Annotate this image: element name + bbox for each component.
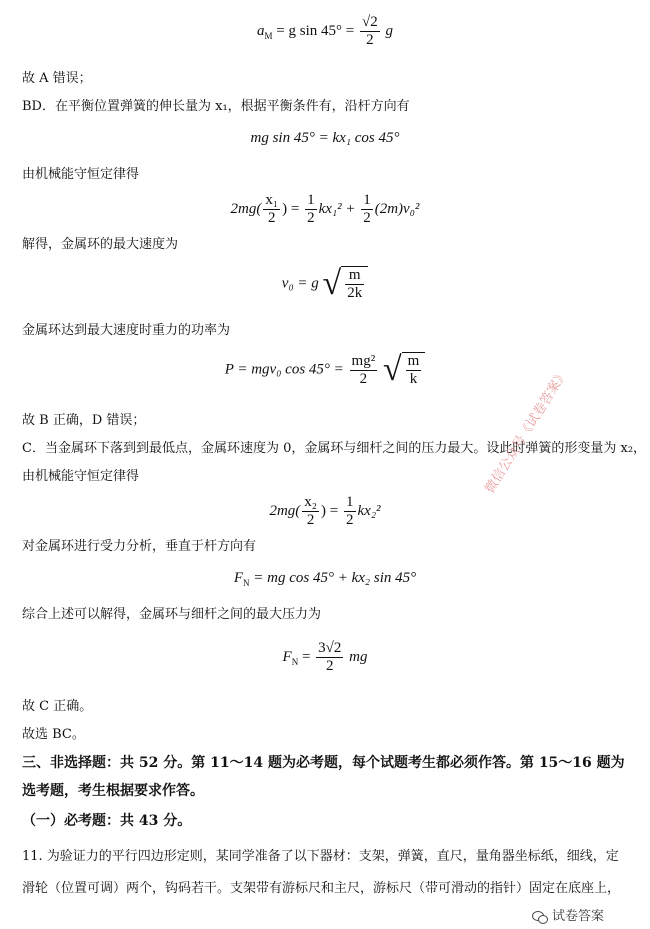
equation-4 [0, 266, 650, 302]
equation-7 [0, 570, 650, 588]
eq8-tail: mg [349, 648, 368, 665]
q11-line-2: 滑轮（位置可调）两个，钩码若干。支架带有游标尺和主尺，游标尺（带可滑动的指针）固定在底座上， [22, 881, 621, 896]
eq4-radical-symbol: √ [322, 265, 342, 302]
eq8-frac [316, 640, 343, 675]
eq3-frac3 [361, 192, 373, 227]
eq7-lhs-var: F [233, 570, 244, 586]
eq1-fraction [360, 14, 380, 49]
equation-2 [0, 130, 650, 147]
eq4-num: m [345, 267, 364, 285]
watermark-text: 微信公众号《试卷答案》 [482, 366, 572, 497]
eq4-lhs: v₀ = g [281, 275, 319, 292]
eq8-num: 3√2 [318, 640, 342, 656]
eq3-frac3-den: 2 [363, 210, 371, 226]
eq7-rhs: = mg cos 45° + kx₂ sin 45° [253, 570, 417, 586]
section-3-line-2: 选考题，考生根据要求作答。 [22, 783, 204, 799]
eq4-den: 2k [347, 285, 363, 301]
eq6-mid: ) = [321, 502, 339, 519]
footer-logo-text: 试卷答案 [552, 909, 605, 924]
eq5-frac [350, 353, 378, 388]
line-b-correct: 故 B 正确，D 错误； [22, 413, 146, 428]
eq6-frac2 [344, 494, 356, 529]
eq3-frac2 [305, 192, 317, 227]
eq3-frac2-den: 2 [307, 210, 315, 226]
eq6-frac2-num: 1 [346, 494, 354, 510]
line-energy-1: 由机械能守恒定律得 [22, 167, 140, 182]
line-force-analysis: 对金属环进行受力分析，垂直于杆方向有 [22, 539, 257, 554]
eq1-tail: g [385, 22, 393, 39]
eq3-mid: ) = [282, 200, 300, 217]
line-energy-2: 由机械能守恒定律得 [22, 469, 140, 484]
eq6-frac1 [302, 494, 319, 529]
eq5-den: 2 [359, 370, 368, 387]
eq3-frac1-den: 2 [267, 210, 276, 226]
eq5-sqrt-num: m [407, 353, 420, 369]
eq3-term2: kx₁² + [318, 200, 356, 217]
eq3-frac1 [263, 192, 280, 227]
line-power-intro: 金属环达到最大速度时重力的功率为 [22, 323, 231, 338]
eq8-lhs-sub: N [291, 656, 299, 667]
line-c-correct: 故 C 正确。 [22, 699, 93, 714]
eq3-term3: (2m)v₀² [374, 200, 420, 217]
eq8-eq: = [301, 648, 311, 665]
line-c-intro: C．当金属环下落到到最低点，金属环速度为 0，金属环与细杆之间的压力最大。设此时弹簧的形变量为 x₂， [22, 441, 647, 456]
footer-logo [532, 905, 604, 924]
eq1-num: √2 [361, 14, 378, 30]
eq6-frac1-num: x₂ [304, 494, 318, 510]
equation-3 [0, 192, 650, 227]
section-required: （一）必考题：共 43 分。 [22, 813, 192, 829]
wechat-icon [532, 910, 548, 924]
eq4-frac [345, 267, 364, 302]
line-solve-v: 解得，金属环的最大速度为 [22, 237, 179, 252]
eq5-sqrt [383, 352, 425, 388]
eq3-lhs: 2mg( [230, 200, 262, 217]
eq4-sqrt [323, 266, 369, 302]
line-summary: 综合上述可以解得，金属环与细杆之间的最大压力为 [22, 607, 322, 622]
eq8-lhs-var: F [282, 648, 292, 665]
eq1-lhs-sub: M [264, 30, 273, 41]
equation-8 [0, 640, 650, 675]
eq1-rhs: = g sin 45° = [276, 22, 355, 39]
eq5-lhs: P = mgv₀ cos 45° = [224, 361, 344, 378]
line-bd-intro: BD．在平衡位置弹簧的伸长量为 x₁，根据平衡条件有，沿杆方向有 [22, 99, 410, 114]
eq5-sqrt-den: k [409, 371, 418, 387]
eq5-num: mg² [351, 352, 376, 369]
eq6-frac1-den: 2 [306, 512, 315, 528]
equation-6 [0, 494, 650, 529]
eq5-radical-symbol: √ [382, 351, 402, 388]
line-choose: 故选 BC。 [22, 727, 85, 742]
equation-1 [0, 14, 650, 49]
eq6-term2: kx₂² [357, 502, 381, 519]
eq7-lhs-sub: N [243, 578, 250, 588]
line-a-wrong: 故 A 错误； [22, 71, 92, 86]
section-3-line-1: 三、非选择题：共 52 分。第 11～14 题为必考题，每个试题考生都必须作答。第 15～16 题为 [22, 755, 625, 771]
eq6-lhs: 2mg( [269, 502, 301, 519]
q11-line-1: 11. 为验证力的平行四边形定则，某同学准备了以下器材：支架，弹簧，直尺，量角器坐标纸，细线，定 [22, 849, 619, 864]
eq3-frac1-num: x₁ [265, 192, 279, 208]
eq1-lhs-var: a [257, 22, 265, 39]
eq5-sqrt-frac [406, 353, 422, 388]
eq3-frac3-num: 1 [363, 192, 371, 208]
eq6-frac2-den: 2 [346, 512, 354, 528]
eq3-frac2-num: 1 [307, 192, 315, 208]
eq8-den: 2 [326, 658, 334, 674]
eq1-den: 2 [366, 32, 374, 48]
eq2-text: mg sin 45° = kx₁ cos 45° [250, 130, 400, 146]
